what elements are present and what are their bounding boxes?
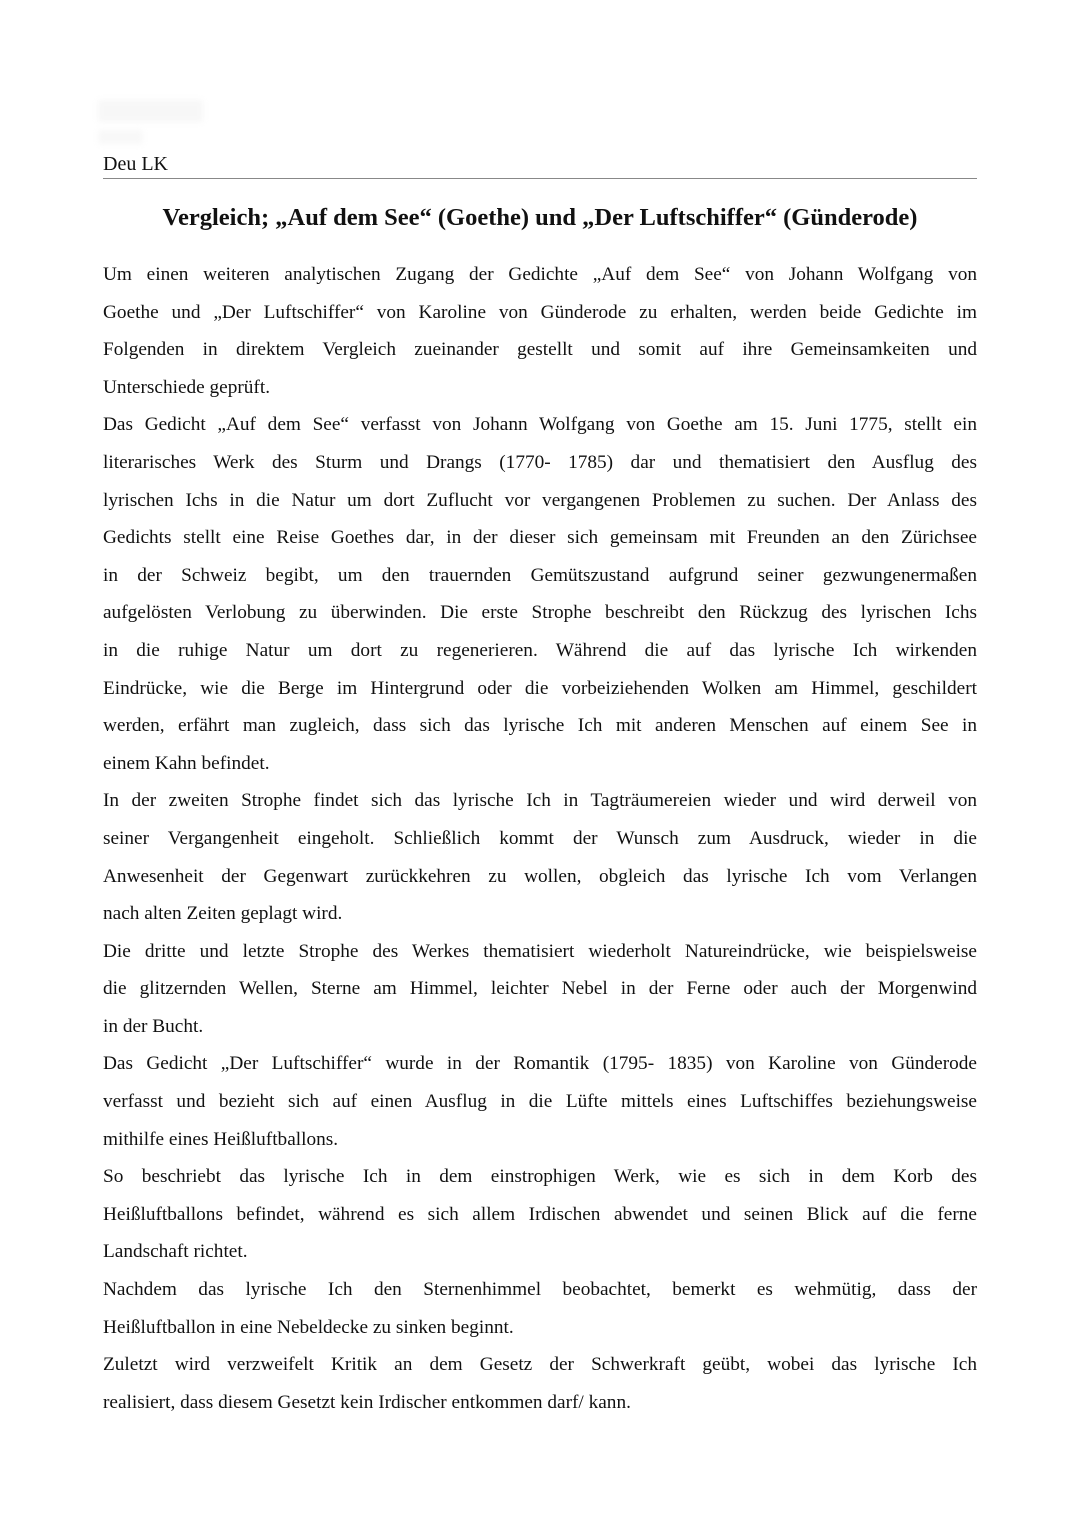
header-divider xyxy=(103,178,977,179)
text-line: mithilfe eines Heißluftballons. xyxy=(103,1128,339,1150)
redacted-name xyxy=(98,100,203,122)
text-line: einem Kahn befindet. xyxy=(103,752,270,774)
text-line: Heißluftballons befindet, während es sich allem Irdischen abwendet und seinen Blick auf die ferne xyxy=(103,1203,977,1225)
paragraph xyxy=(103,1162,977,1275)
paragraph xyxy=(103,1275,977,1350)
text-line: Das Gedicht „Auf dem See“ verfasst von Johann Wolfgang von Goethe am 15. Juni 1775, stellt ein xyxy=(103,414,977,436)
text-line: aufgelösten Verlobung zu überwinden. Die erste Strophe beschreibt den Rückzug des lyrischen Ichs xyxy=(103,602,977,624)
text-line: Um einen weiteren analytischen Zugang der Gedichte „Auf dem See“ von Johann Wolfgang von xyxy=(103,264,977,285)
document-body xyxy=(103,260,977,1425)
text-line: Nachdem das lyrische Ich den Sternenhimmel beobachtet, bemerkt es wehmütig, dass der xyxy=(103,1279,977,1301)
text-line: die glitzernden Wellen, Sterne am Himmel, leichter Nebel in der Ferne oder auch der Morgenwind xyxy=(103,978,977,1000)
text-line: Die dritte und letzte Strophe des Werkes thematisiert wiederholt Natureindrücke, wie beispielsweise xyxy=(103,940,977,962)
text-line: lyrischen Ichs in die Natur um dort Zuflucht vor vergangenen Problemen zu suchen. Der Anlass des xyxy=(103,489,977,511)
redacted-info xyxy=(98,130,143,144)
text-line: Landschaft richtet. xyxy=(103,1241,248,1263)
text-line: Unterschiede geprüft. xyxy=(103,376,271,398)
text-line: Eindrücke, wie die Berge im Hintergrund oder die vorbeiziehenden Wolken am Himmel, geschildert xyxy=(103,677,977,699)
paragraph xyxy=(103,260,977,410)
paragraph xyxy=(103,937,977,1050)
text-line: in die ruhige Natur um dort zu regenerieren. Während die auf das lyrische Ich wirkenden xyxy=(103,639,977,661)
text-line: seiner Vergangenheit eingeholt. Schließlich kommt der Wunsch zum Ausdruck, wieder in die xyxy=(103,827,977,849)
text-line: In der zweiten Strophe findet sich das lyrische Ich in Tagträumereien wieder und wird derweil von xyxy=(103,790,977,812)
text-line: Zuletzt wird verzweifelt Kritik an dem Gesetz der Schwerkraft geübt, wobei das lyrische Ich xyxy=(103,1354,977,1376)
paragraph xyxy=(103,1049,977,1162)
text-line: in der Schweiz begibt, um den trauernden Gemütszustand aufgrund seiner gezwungenermaßen xyxy=(103,564,977,586)
text-line: Heißluftballon in eine Nebeldecke zu sinken beginnt. xyxy=(103,1316,514,1338)
text-line: Anwesenheit der Gegenwart zurückkehren zu wollen, obgleich das lyrische Ich vom Verlangen xyxy=(103,865,977,887)
text-line: realisiert, dass diesem Gesetzt kein Irdischer entkommen darf/ kann. xyxy=(103,1391,631,1413)
text-line: werden, erfährt man zugleich, dass sich das lyrische Ich mit anderen Menschen auf einem See in xyxy=(103,715,977,737)
text-line: Das Gedicht „Der Luftschiffer“ wurde in der Romantik (1795- 1835) von Karoline von Günderode xyxy=(103,1053,977,1075)
course-label: Deu LK xyxy=(103,153,168,175)
paragraph xyxy=(103,1350,977,1425)
paragraph xyxy=(103,786,977,936)
text-line: nach alten Zeiten geplagt wird. xyxy=(103,903,343,925)
text-line: So beschriebt das lyrische Ich in dem einstrophigen Werk, wie es sich in dem Korb des xyxy=(103,1166,977,1188)
text-line: Gedichts stellt eine Reise Goethes dar, in der dieser sich gemeinsam mit Freunden an den Zürichsee xyxy=(103,527,977,549)
text-line: in der Bucht. xyxy=(103,1015,204,1037)
document-title: Vergleich; „Auf dem See“ (Goethe) und „Der Luftschiffer“ (Günderode) xyxy=(162,204,918,231)
text-line: Goethe und „Der Luftschiffer“ von Karoline von Günderode zu erhalten, werden beide Gedichte im xyxy=(103,301,977,323)
text-line: Folgenden in direktem Vergleich zueinander gestellt und somit auf ihre Gemeinsamkeiten und xyxy=(103,339,977,361)
text-line: literarisches Werk des Sturm und Drangs (1770- 1785) dar und thematisiert den Ausflug des xyxy=(103,451,977,473)
paragraph xyxy=(103,410,977,786)
text-line: verfasst und bezieht sich auf einen Ausflug in die Lüfte mittels eines Luftschiffes beziehungsweise xyxy=(103,1091,977,1113)
